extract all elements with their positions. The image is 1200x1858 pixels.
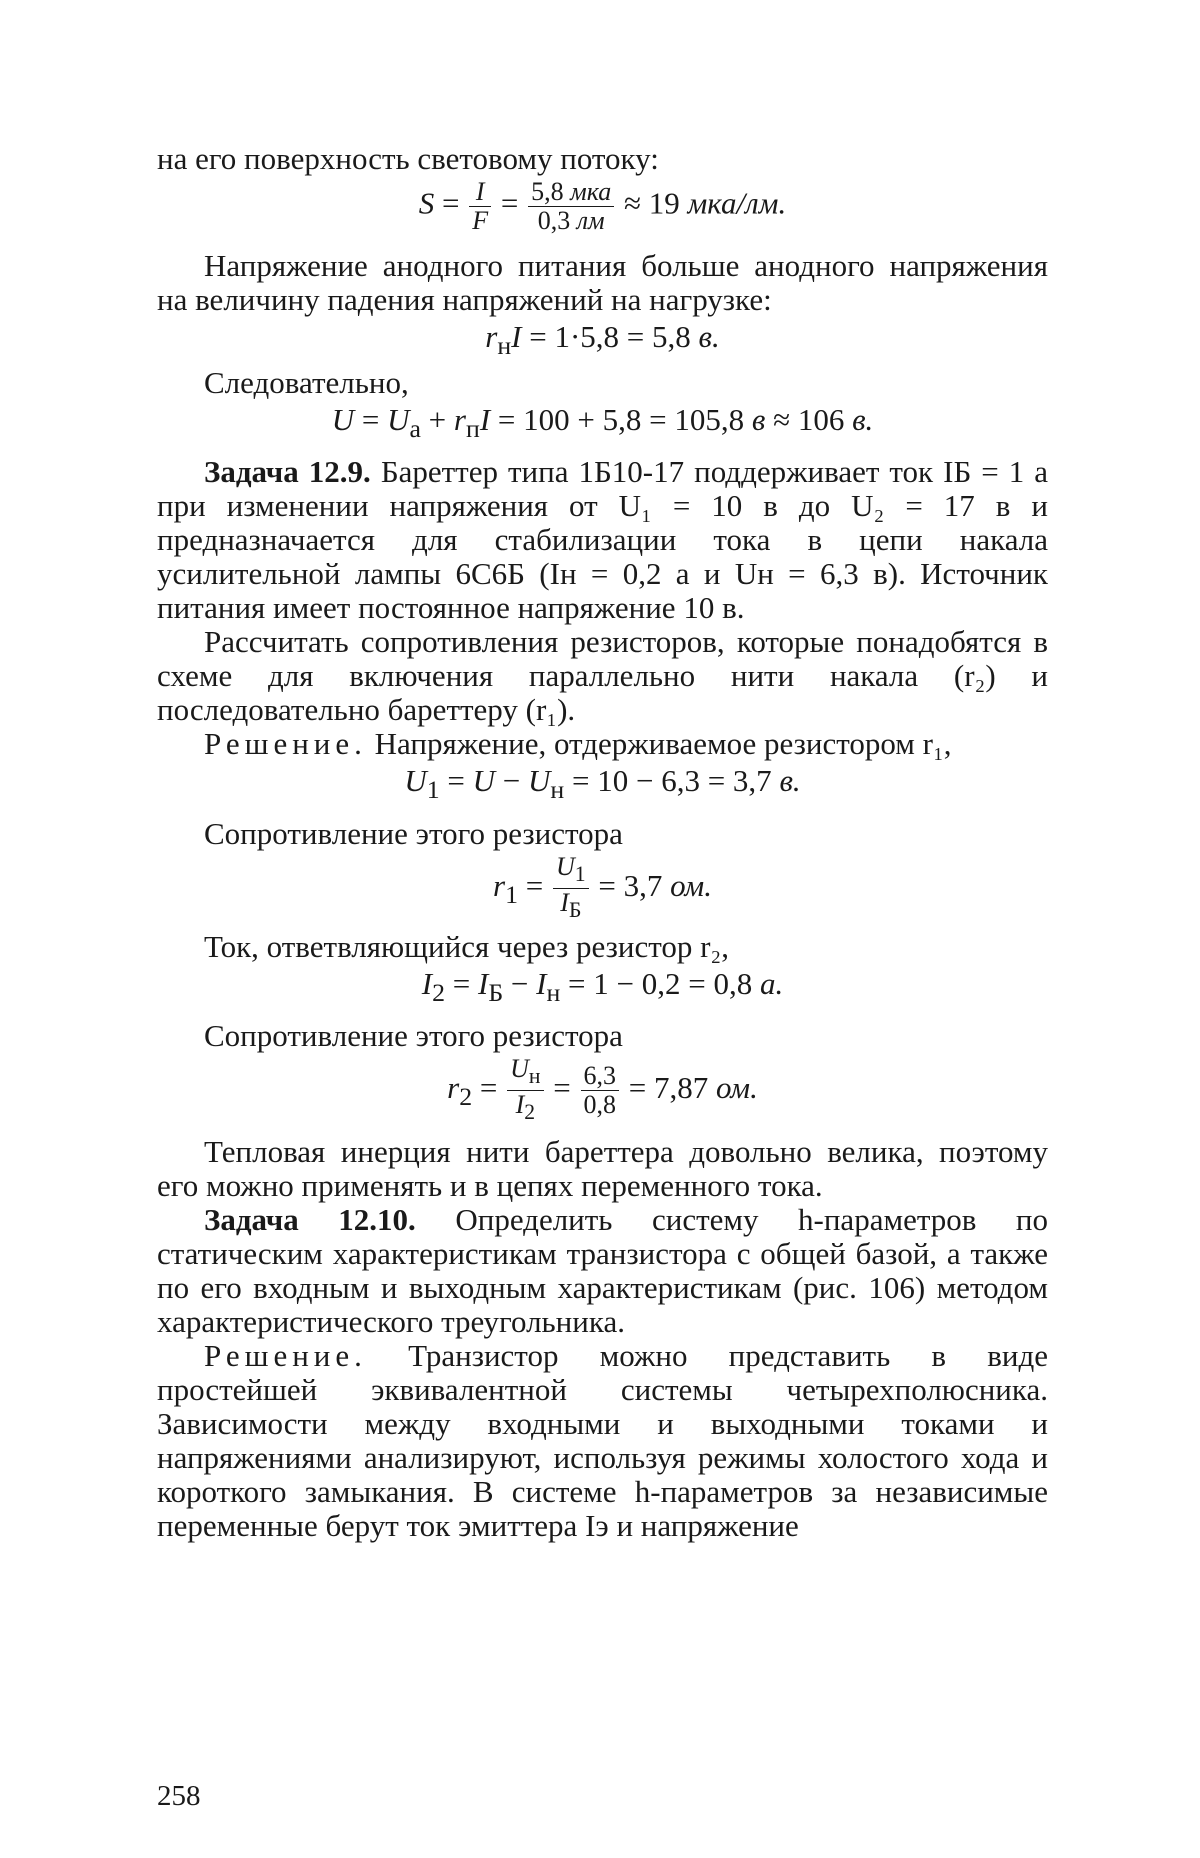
paragraph-anode: Напряжение анодного питания больше анодного напряжения на величину падения напряжений на нагрузке: bbox=[157, 248, 1048, 317]
task-12-10 bbox=[157, 1203, 1048, 1339]
solution-text: Напряжение, отдерживаемое резистором r₁, bbox=[374, 726, 952, 762]
formula-sensitivity: S = $\frac{I}{F}$ = $\frac{\text{5,8 мка}}{0,3 лм}$ ≈ 19 мка/лм. bbox=[418, 177, 787, 235]
formula-r1: $r_1$ = $\frac{U_1}{I_Б}$ = 3,7 ом. bbox=[493, 851, 712, 922]
solution-12-9 bbox=[157, 727, 1048, 761]
task-12-9-intro: Бареттер типа 1Б10-17 поддерживает ток bbox=[380, 454, 934, 490]
task-12-10-title: Задача 12.10. bbox=[204, 1201, 416, 1237]
solution-label-2: Решение. bbox=[204, 1337, 367, 1373]
line-resistance-1: Сопротивление этого резистора bbox=[204, 815, 623, 851]
line-resistance-2: Сопротивление этого резистора bbox=[204, 1018, 623, 1054]
line-therefore: Следовательно, bbox=[204, 365, 409, 401]
formula-u1: $U_1 = U - U_н = 10 - 6,3 = 3,7$ в. bbox=[404, 763, 801, 805]
formula-supply-voltage: $U = U_а + r_пI = 100 + 5,8 = 105,8$ в ≈ 106 в. bbox=[331, 402, 874, 444]
formula-i2: $I_2 = I_Б - I_н = 1 - 0,2 = 0,8$ а. bbox=[421, 965, 784, 1008]
formula-r2: $r_2$ = $\frac{U_н}{I_2}$ = $\frac{6,3}{0,8}$ = 7,87 ом. bbox=[447, 1054, 758, 1125]
task-12-9-question: Рассчитать сопротивления резисторов, которые понадобятся в схеме для включения параллельно нити накала (r₂) и последовательно бареттеру (r₁). bbox=[157, 624, 1048, 728]
task-12-9-body: IБ = 1 а при изменении напряжения от U₁ = 10 в до U₂ = 17 в и предназначается для стабилизации тока в цепи накала усилительной лампы 6С6Б (Iн = 0,2 а и Uн = 6,3 в). Источник питания имеет постоянное напряжение 10 в. bbox=[157, 454, 1049, 626]
solution-label: Решение. bbox=[204, 726, 367, 762]
task-12-10-text: Определить систему h-параметров по статическим характеристикам транзистора с общей базой, а также по его входным и выходным характеристикам (рис. 106) методом характеристического треугольника. bbox=[157, 1201, 1048, 1339]
line-current-branch: Ток, ответвляющийся через резистор r₂, bbox=[204, 928, 729, 964]
page-number: 258 bbox=[157, 1780, 201, 1812]
solution-12-10 bbox=[157, 1339, 1048, 1543]
solution-text-2: Транзистор можно представить в виде простейшей эквивалентной системы четырехполюсника. Зависимости между входными и выходными токами и напряжениями анализируют, используя режимы холостого хода и короткого замыкания. В системе h-параметров за независимые переменные берут ток эмиттера Iэ и напряжение bbox=[157, 1337, 1048, 1543]
task-12-9-title: Задача 12.9. bbox=[204, 454, 371, 490]
task-12-9 bbox=[157, 455, 1048, 625]
formula-load-drop: $r_нI = 1\cdot 5,8 = 5,8$ в. bbox=[485, 319, 720, 361]
paragraph-thermal-inertia: Тепловая инерция нити бареттера довольно велика, поэтому его можно применять и в цепях переменного тока. bbox=[157, 1133, 1048, 1203]
page-body bbox=[157, 142, 1048, 1543]
line-intro: на его поверхность световому потоку: bbox=[157, 141, 659, 176]
